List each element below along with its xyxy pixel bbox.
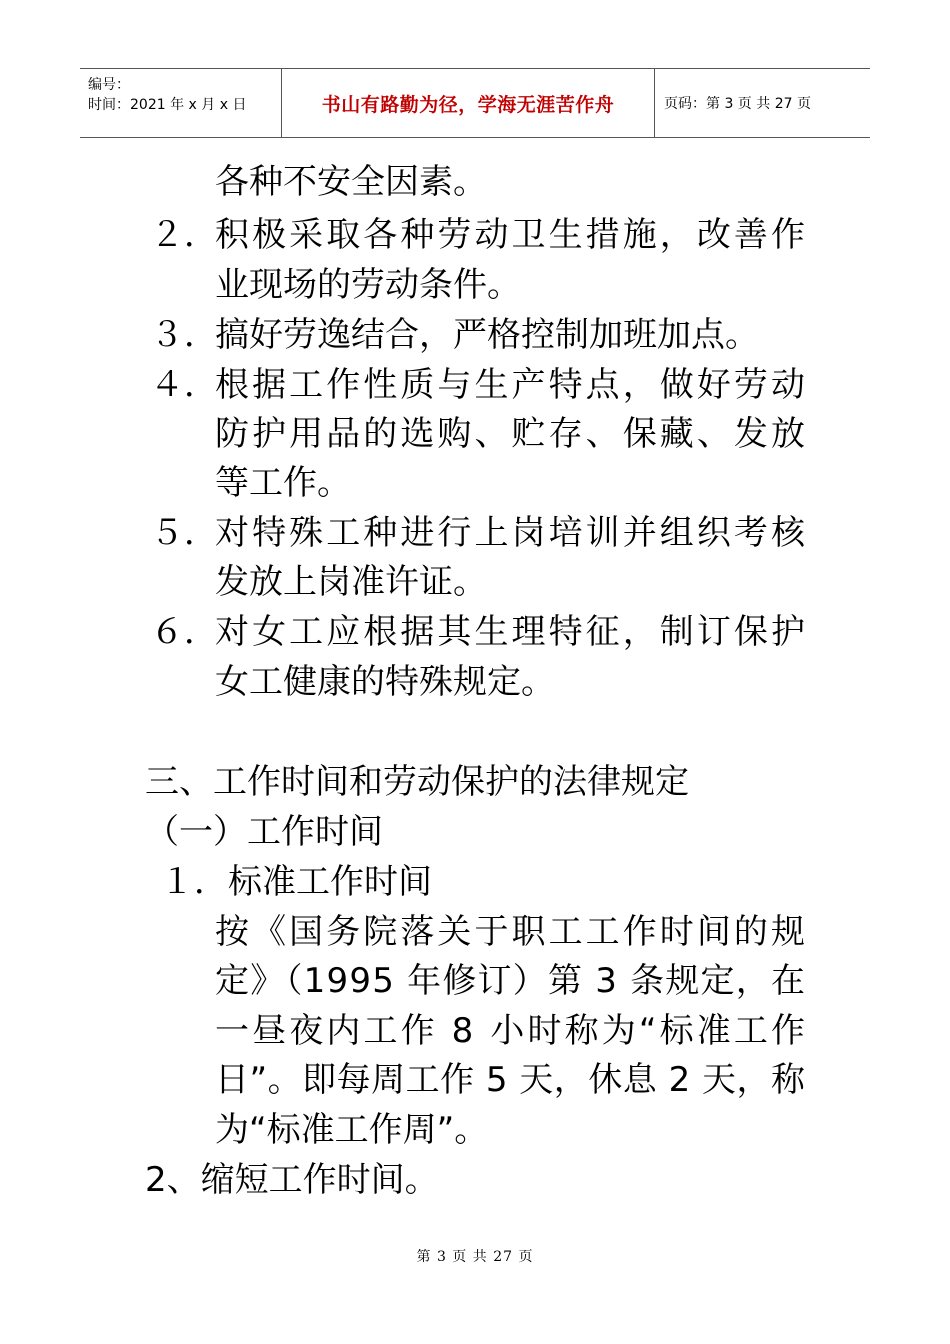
page-header bbox=[80, 68, 870, 138]
header-divider bbox=[654, 69, 655, 137]
header-meta bbox=[88, 75, 246, 115]
doc-date-label: 时间：2021 年 x 月 x 日 bbox=[88, 97, 247, 113]
page-footer: 第 3 页 共 27 页 bbox=[416, 1249, 534, 1265]
header-motto: 书山有路勤为径，学海无涯苦作舟 bbox=[321, 93, 615, 116]
list-number: ３． bbox=[150, 315, 218, 355]
body-line: 一昼夜内工作 8 小时称为“标准工作 bbox=[215, 1011, 809, 1051]
body-line: 对女工应根据其生理特征，制订保护 bbox=[215, 612, 809, 652]
subsection-heading: （一）工作时间 bbox=[145, 812, 383, 852]
body-line: 根据工作性质与生产特点，做好劳动 bbox=[215, 365, 809, 405]
body-line: 定》（1995 年修订）第 3 条规定，在 bbox=[215, 961, 807, 1001]
body-line: 业现场的劳动条件。 bbox=[215, 265, 521, 305]
list-number: ５． bbox=[150, 513, 218, 553]
body-line: 对特殊工种进行上岗培训并组织考核 bbox=[215, 513, 809, 553]
body-line: 为“标准工作周”。 bbox=[215, 1110, 489, 1150]
body-line: 防护用品的选购、贮存、保藏、发放 bbox=[215, 414, 809, 454]
list-number: ４． bbox=[150, 365, 218, 405]
section-heading: 三、工作时间和劳动保护的法律规定 bbox=[145, 762, 689, 802]
body-line: 等工作。 bbox=[215, 463, 351, 503]
header-page-info: 页码：第 3 页 共 27 页 bbox=[664, 96, 811, 112]
list-number: ２． bbox=[150, 215, 218, 255]
body-line: 日”。即每周工作 5 天，休息 2 天，称 bbox=[215, 1060, 806, 1100]
body-line: 发放上岗准许证。 bbox=[215, 562, 487, 602]
body-line: 女工健康的特殊规定。 bbox=[215, 662, 555, 702]
subsection-heading: １．标准工作时间 bbox=[160, 862, 432, 902]
body-line: 按《国务院落关于职工工作时间的规 bbox=[215, 912, 809, 952]
doc-number-label: 编号： bbox=[88, 77, 130, 93]
body-line: 各种不安全因素。 bbox=[215, 162, 487, 202]
body-line: 积极采取各种劳动卫生措施，改善作 bbox=[215, 215, 809, 255]
body-line: 搞好劳逸结合，严格控制加班加点。 bbox=[215, 315, 759, 355]
subsection-heading: 2、缩短工作时间。 bbox=[145, 1160, 439, 1200]
list-number: ６． bbox=[150, 612, 218, 652]
